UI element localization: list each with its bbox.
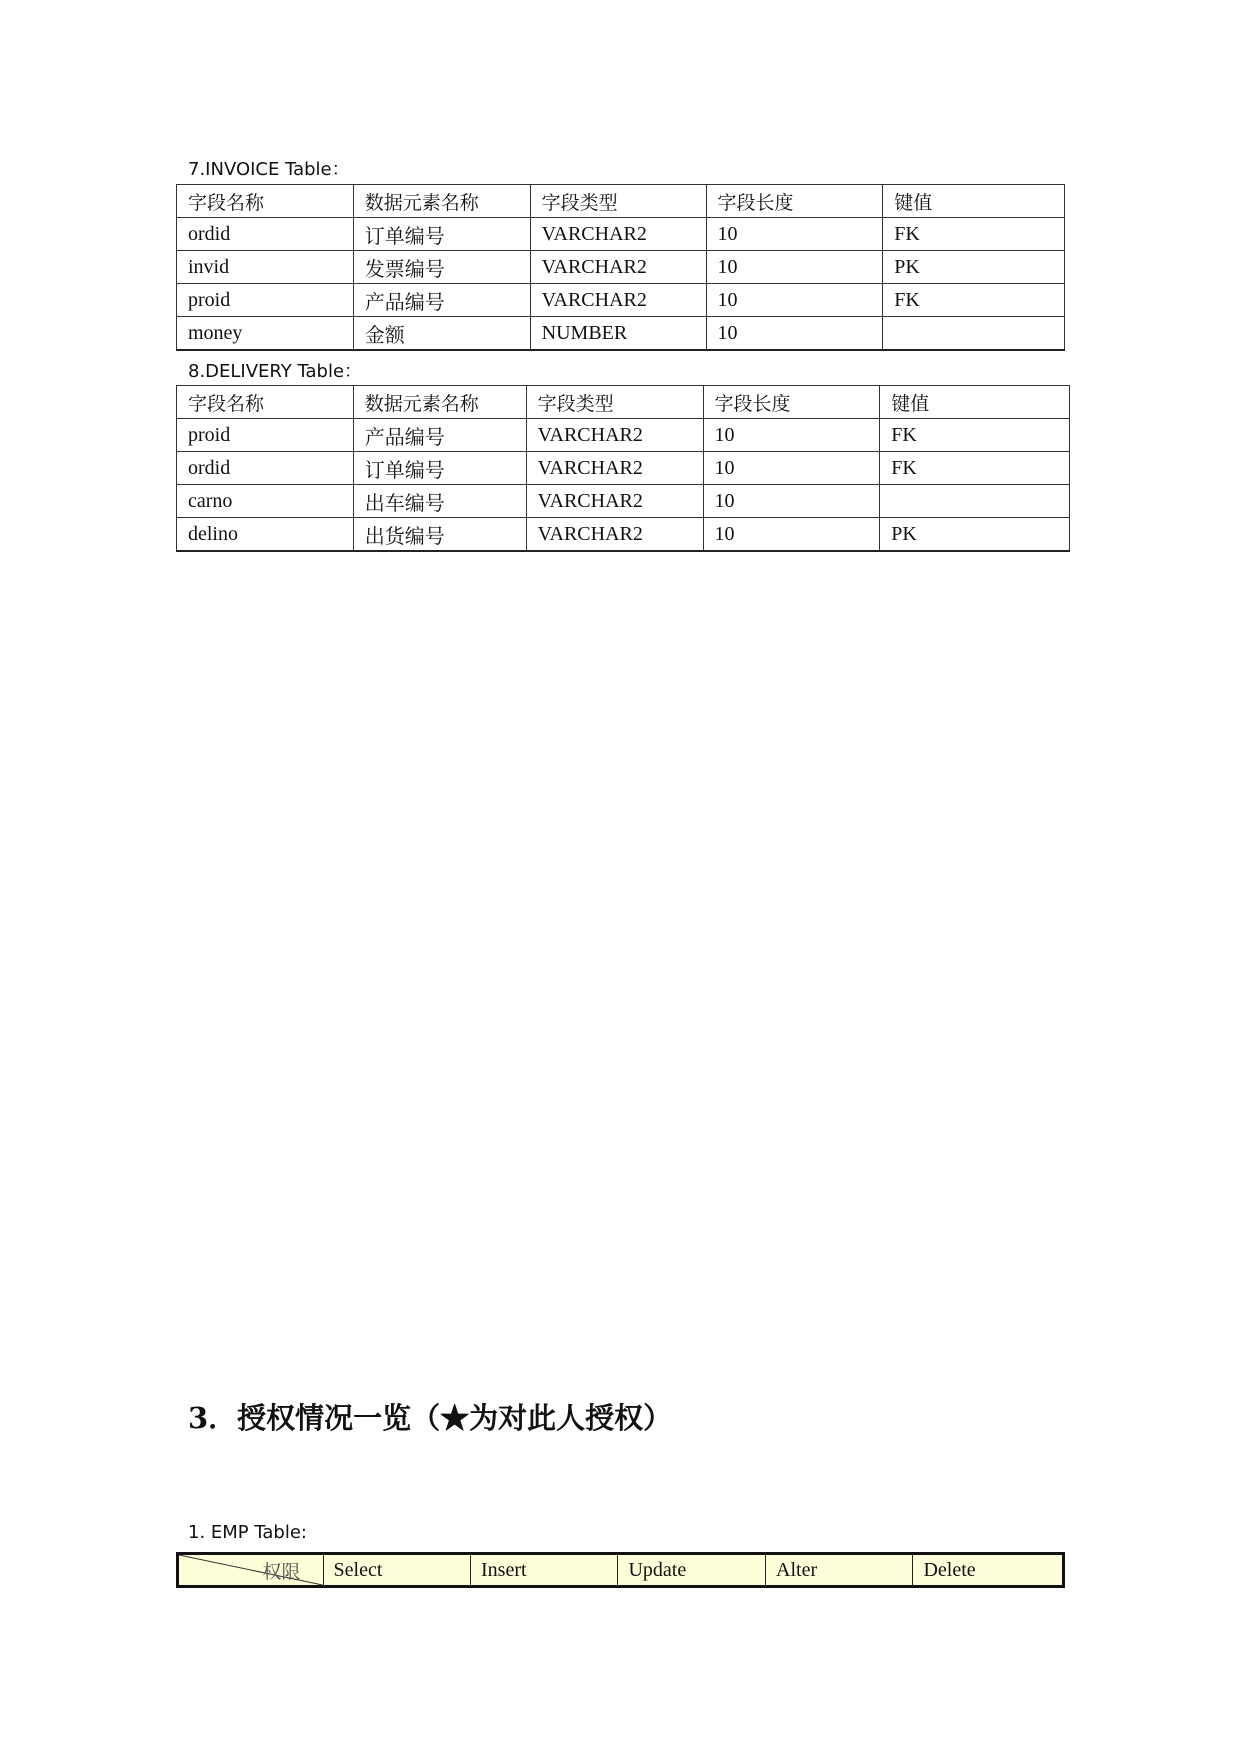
table-row [177, 518, 1070, 552]
section-heading: 3．授权情况一览（★为对此人授权） [188, 1401, 673, 1435]
table-cell: FK [880, 419, 1070, 452]
header-cell: 键值 [880, 386, 1070, 419]
table-cell: ordid [177, 452, 354, 485]
header-cell: 字段长度 [703, 386, 880, 419]
table-cell: 10 [703, 485, 880, 518]
table-cell: 出货编号 [353, 518, 526, 552]
table-cell: invid [177, 251, 354, 284]
table-cell: 出车编号 [353, 485, 526, 518]
table-cell: 10 [703, 452, 880, 485]
permission-corner-label: 权限 [262, 1560, 301, 1583]
header-cell: 字段名称 [177, 386, 354, 419]
table-cell: delino [177, 518, 354, 552]
table-row [177, 284, 1065, 317]
header-cell: 字段名称 [177, 185, 354, 218]
table-cell: proid [177, 284, 354, 317]
table-cell: FK [880, 452, 1070, 485]
table-cell: 发票编号 [353, 251, 530, 284]
table-cell: PK [880, 518, 1070, 552]
table-cell: 金额 [353, 317, 530, 351]
table-cell: 10 [706, 251, 883, 284]
table-header-row [177, 386, 1070, 419]
permission-column-update: Update [618, 1554, 766, 1587]
table-cell: VARCHAR2 [526, 452, 703, 485]
table-row [177, 485, 1070, 518]
table-cell: VARCHAR2 [526, 419, 703, 452]
delivery-table-caption: 8.DELIVERY Table： [188, 361, 363, 382]
table-row [177, 419, 1070, 452]
permission-column-insert: Insert [471, 1554, 618, 1587]
table-cell: 订单编号 [353, 218, 530, 251]
invoice-table-caption: 7.INVOICE Table： [188, 159, 350, 180]
table-cell: 产品编号 [353, 284, 530, 317]
table-cell: ordid [177, 218, 354, 251]
table-row [177, 251, 1065, 284]
table-cell: 产品编号 [353, 419, 526, 452]
table-cell: VARCHAR2 [530, 251, 706, 284]
permission-column-select: Select [323, 1554, 470, 1587]
table-cell: VARCHAR2 [530, 218, 706, 251]
header-cell: 数据元素名称 [353, 185, 530, 218]
table-row [177, 452, 1070, 485]
table-cell: NUMBER [530, 317, 706, 351]
header-cell: 字段类型 [526, 386, 703, 419]
table-cell: 10 [703, 419, 880, 452]
table-cell: 10 [706, 284, 883, 317]
table-cell: FK [883, 218, 1065, 251]
header-cell: 字段类型 [530, 185, 706, 218]
delivery-table [176, 385, 1070, 552]
table-cell [883, 317, 1065, 351]
table-cell: VARCHAR2 [526, 485, 703, 518]
emp-table-caption: 1. EMP Table: [188, 1522, 307, 1543]
invoice-table [176, 184, 1065, 351]
table-cell [880, 485, 1070, 518]
table-cell: VARCHAR2 [526, 518, 703, 552]
table-cell: VARCHAR2 [530, 284, 706, 317]
table-cell: FK [883, 284, 1065, 317]
permission-header-row [178, 1554, 1064, 1587]
table-row [177, 317, 1065, 351]
emp-permission-table [176, 1552, 1065, 1588]
table-cell: 10 [706, 218, 883, 251]
table-cell: 订单编号 [353, 452, 526, 485]
table-cell: money [177, 317, 354, 351]
permission-column-alter: Alter [766, 1554, 913, 1587]
table-cell: 10 [706, 317, 883, 351]
table-cell: PK [883, 251, 1065, 284]
table-header-row [177, 185, 1065, 218]
table-cell: carno [177, 485, 354, 518]
table-cell: proid [177, 419, 354, 452]
diagonal-corner-cell [178, 1554, 324, 1587]
header-cell: 键值 [883, 185, 1065, 218]
table-cell: 10 [703, 518, 880, 552]
table-row [177, 218, 1065, 251]
header-cell: 字段长度 [706, 185, 883, 218]
permission-column-delete: Delete [913, 1554, 1064, 1587]
header-cell: 数据元素名称 [353, 386, 526, 419]
